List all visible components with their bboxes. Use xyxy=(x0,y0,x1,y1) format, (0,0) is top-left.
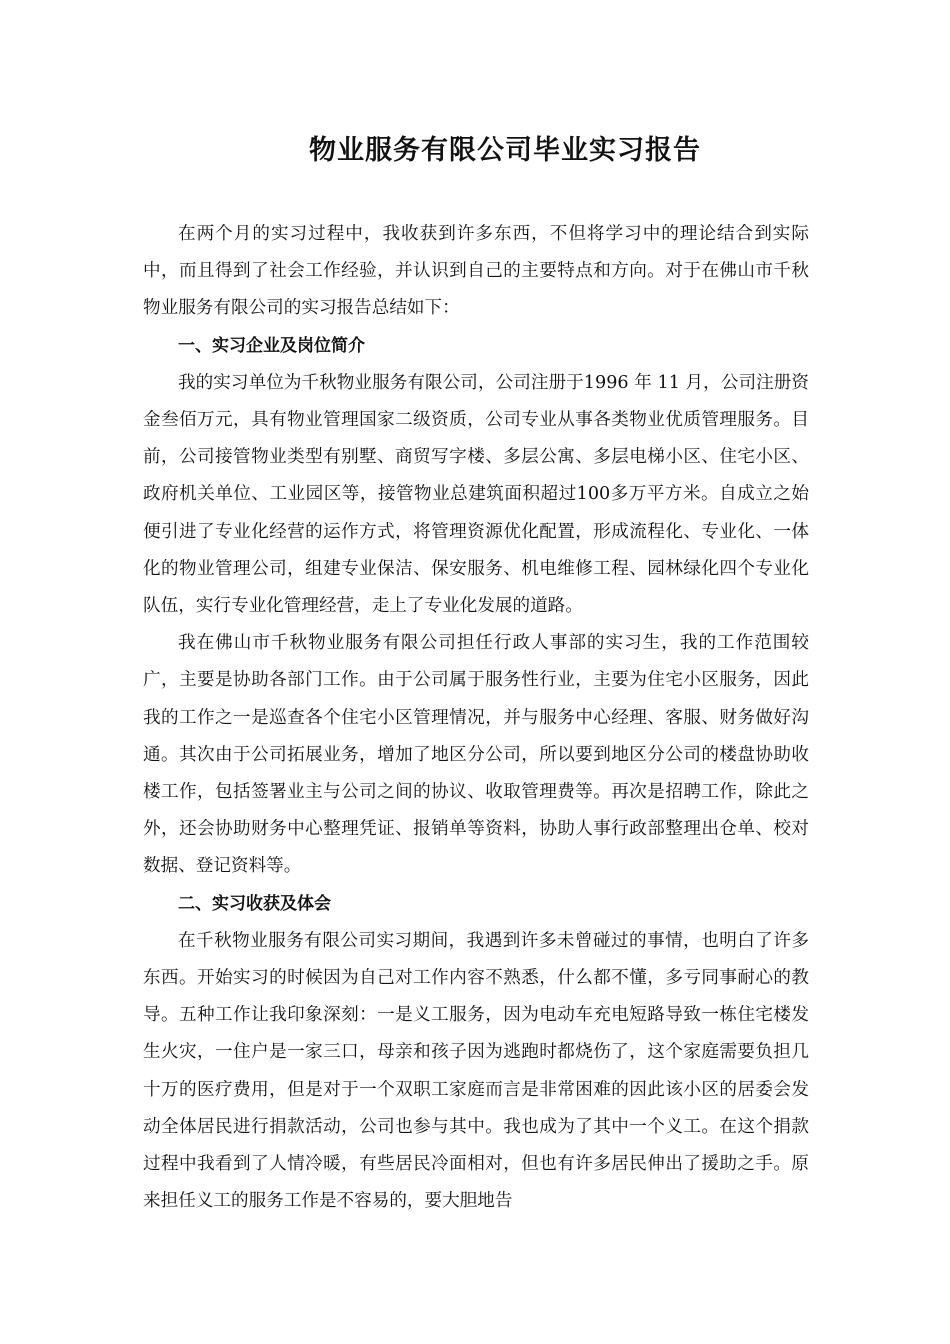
company-intro-paragraph: 我的实习单位为千秋物业服务有限公司，公司注册于1996 年 11 月，公司注册资金叁佰万元，具有物业管理国家二级资质，公司专业从事各类物业优质管理服务。目前，公司接管物业类型有别墅、商贸写字楼、多层公寓、多层电梯小区、住宅小区、政府机关单位、工业园区等，接管物业总建筑面积超过100多万平方米。自成立之始便引进了专业化经营的运作方式，将管理资源优化配置，形成流程化、专业化、一体化的物业管理公司，组建专业保洁、保安服务、机电维修工程、园林绿化四个专业化队伍，实行专业化管理经营，走上了专业化发展的道路。 xyxy=(143,372,809,617)
section-heading-gains: 二、实习收获及体会 xyxy=(178,893,331,914)
intro-paragraph: 在两个月的实习过程中，我收获到许多东西，不但将学习中的理论结合到实际中，而且得到了社会工作经验，并认识到自己的主要特点和方向。对于在佛山市千秋物业服务有限公司的实习报告总结如下： xyxy=(143,224,809,319)
job-description-paragraph: 我在佛山市千秋物业服务有限公司担任行政人事部的实习生，我的工作范围较广，主要是协助各部门工作。由于公司属于服务性行业，主要为住宅小区服务，因此我的工作之一是巡查各个住宅小区管理情况，并与服务中心经理、客服、财务做好沟通。其次由于公司拓展业务，增加了地区分公司，所以要到地区分公司的楼盘协助收楼工作，包括签署业主与公司之间的协议、收取管理费等。再次是招聘工作，除此之外，还会协助财务中心整理凭证、报销单等资料，协助人事行政部整理出仓单、校对数据、登记资料等。 xyxy=(143,633,809,877)
gains-paragraph: 在千秋物业服务有限公司实习期间，我遇到许多未曾碰过的事情，也明白了许多东西。开始实习的时候因为自己对工作内容不熟悉，什么都不懂，多亏同事耐心的教导。五种工作让我印象深刻：一是义工服务，因为电动车充电短路导致一栋住宅楼发生火灾，一住户是一家三口，母亲和孩子因为逃跑时都烧伤了，这个家庭需要负担几十万的医疗费用，但是对于一个双职工家庭而言是非常困难的因此该小区的居委会发动全体居民进行捐款活动，公司也参与其中。我也成为了其中一个义工。在这个捐款过程中我看到了人情冷暖，有些居民冷面相对，但也有许多居民伸出了援助之手。原来担任义工的服务工作是不容易的，要大胆地告 xyxy=(143,930,809,1212)
section-heading-company: 一、实习企业及岗位简介 xyxy=(178,335,365,356)
document-body xyxy=(143,216,809,1220)
page-title: 物业服务有限公司毕业实习报告 xyxy=(309,135,701,166)
